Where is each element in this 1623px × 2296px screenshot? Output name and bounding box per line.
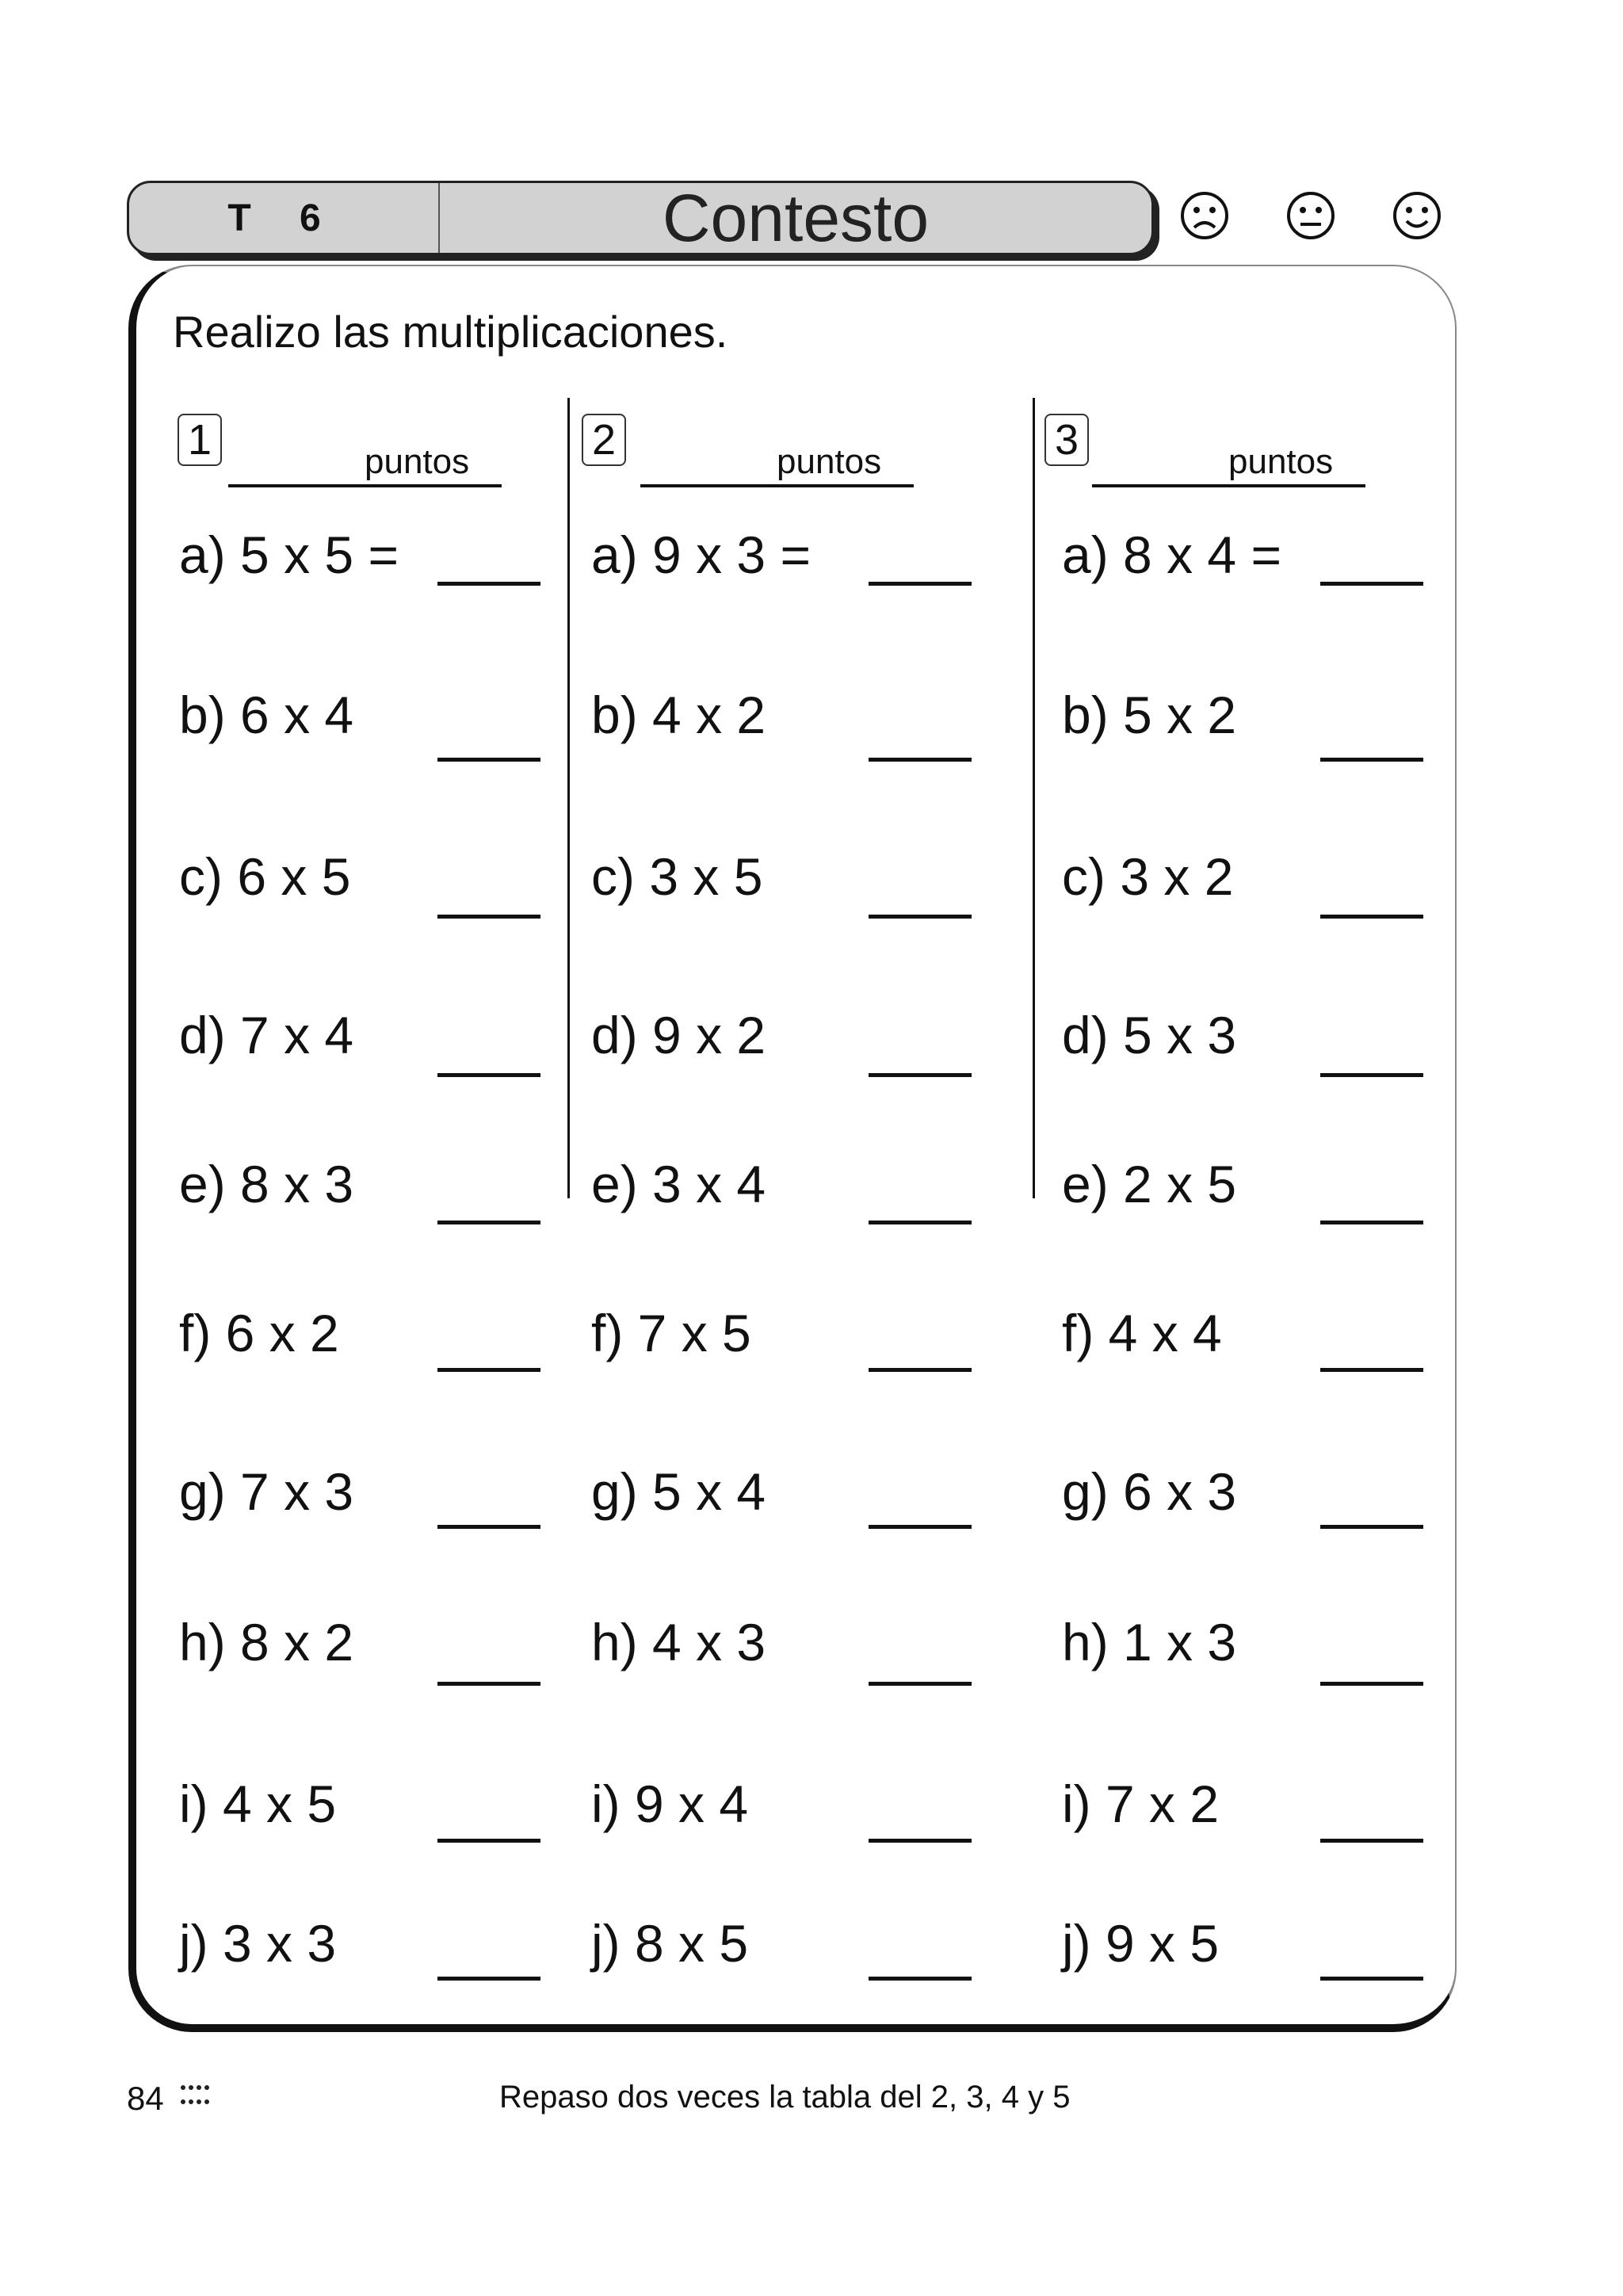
points-label: puntos [777,442,882,481]
answer-blank[interactable] [869,1368,972,1372]
answer-blank[interactable] [437,758,540,762]
problem-text: i) 9 x 4 [591,1775,749,1833]
problem-row [179,1460,353,1523]
problem-row [591,683,766,747]
answer-blank[interactable] [869,582,972,586]
answer-blank[interactable] [869,1073,972,1077]
answer-blank[interactable] [437,1839,540,1843]
problem-row [591,1152,766,1216]
column-number: 3 [1044,414,1089,466]
problem-row [179,1772,336,1836]
column-divider [1033,398,1035,1198]
problem-row [591,1003,766,1067]
problem-row [1062,1912,1219,1975]
answer-blank[interactable] [1320,1839,1423,1843]
problem-text: f) 6 x 2 [179,1304,339,1362]
problem-row [591,845,762,908]
problem-text: c) 6 x 5 [179,847,351,906]
problem-text: f) 4 x 4 [1062,1304,1222,1362]
problem-text: b) 4 x 2 [591,686,766,744]
answer-blank[interactable] [869,1682,972,1686]
answer-blank[interactable] [869,1221,972,1224]
problem-text: e) 2 x 5 [1062,1155,1237,1213]
answer-blank[interactable] [1320,1368,1423,1372]
problem-row [1062,1301,1222,1365]
answer-blank[interactable] [1320,1525,1423,1529]
answer-blank[interactable] [437,1682,540,1686]
answer-blank[interactable] [1320,915,1423,919]
problem-row [179,1152,353,1216]
problem-text: d) 9 x 2 [591,1006,766,1064]
problem-row [1062,1460,1236,1523]
problem-row [179,1003,353,1067]
problem-text: h) 8 x 2 [179,1613,354,1671]
problem-text: d) 7 x 4 [179,1006,354,1064]
problem-text: j) 8 x 5 [591,1914,749,1973]
page-title: Contesto [662,180,930,255]
answer-blank[interactable] [1320,1682,1423,1686]
problem-text: e) 8 x 3 [179,1155,354,1213]
problem-text: a) 9 x 3 = [591,525,811,584]
points-score-line[interactable] [1092,484,1365,487]
problem-row [591,1610,766,1674]
problem-row [1062,1610,1236,1674]
answer-blank[interactable] [437,582,540,586]
problem-text: i) 7 x 2 [1062,1775,1220,1833]
answer-blank[interactable] [437,915,540,919]
problem-row [591,1301,751,1365]
answer-blank[interactable] [869,1977,972,1981]
problem-row [591,1772,748,1836]
problem-row [1062,523,1281,586]
page-number: 84 [127,2080,164,2117]
problem-text: f) 7 x 5 [591,1304,751,1362]
answer-blank[interactable] [1320,1977,1423,1981]
points-label: puntos [1228,442,1334,481]
problem-row [179,1610,353,1674]
problem-row [591,1912,748,1975]
problem-text: a) 5 x 5 = [179,525,399,584]
problem-text: g) 5 x 4 [591,1462,766,1521]
answer-blank[interactable] [869,1839,972,1843]
problem-row [1062,1772,1219,1836]
sad-face-icon[interactable] [1179,190,1230,241]
answer-blank[interactable] [869,915,972,919]
problem-text: h) 4 x 3 [591,1613,766,1671]
unit-code: T 6 [227,197,340,239]
answer-blank[interactable] [1320,1073,1423,1077]
problem-row [179,683,353,747]
problem-text: h) 1 x 3 [1062,1613,1237,1671]
problem-text: g) 6 x 3 [1062,1462,1237,1521]
neutral-face-icon[interactable] [1285,190,1336,241]
answer-blank[interactable] [437,1368,540,1372]
problem-row [1062,1152,1236,1216]
points-score-line[interactable] [228,484,502,487]
answer-blank[interactable] [437,1073,540,1077]
header-bar [127,181,1154,255]
problem-text: c) 3 x 5 [591,847,763,906]
problem-row [591,1460,766,1523]
column-number: 2 [582,414,626,466]
answer-blank[interactable] [437,1221,540,1224]
instruction-text: Realizo las multiplicaciones. [173,307,728,357]
answer-blank[interactable] [1320,1221,1423,1224]
problem-text: j) 9 x 5 [1062,1914,1220,1973]
problem-row [179,1301,339,1365]
problem-row [1062,683,1236,747]
problem-row [591,523,811,586]
problem-row [1062,1003,1236,1067]
self-assessment-faces [1179,190,1442,241]
problem-text: g) 7 x 3 [179,1462,354,1521]
dots-icon [179,2080,214,2108]
problem-row [179,845,350,908]
problem-text: i) 4 x 5 [179,1775,337,1833]
column-divider [567,398,570,1198]
points-label: puntos [365,442,470,481]
footer-note: Repaso dos veces la tabla del 2, 3, 4 y 5 [499,2080,1071,2115]
problem-text: c) 3 x 2 [1062,847,1234,906]
problem-text: b) 5 x 2 [1062,686,1237,744]
answer-blank[interactable] [437,1977,540,1981]
answer-blank[interactable] [869,758,972,762]
column-number: 1 [178,414,222,466]
happy-face-icon[interactable] [1392,190,1442,241]
answer-blank[interactable] [1320,582,1423,586]
answer-blank[interactable] [437,1525,540,1529]
problem-text: a) 8 x 4 = [1062,525,1281,584]
answer-blank[interactable] [1320,758,1423,762]
problem-text: b) 6 x 4 [179,686,354,744]
problem-text: e) 3 x 4 [591,1155,766,1213]
answer-blank[interactable] [869,1525,972,1529]
problem-row [179,523,399,586]
problem-row [1062,845,1233,908]
problem-row [179,1912,336,1975]
problem-text: j) 3 x 3 [179,1914,337,1973]
problem-text: d) 5 x 3 [1062,1006,1237,1064]
points-score-line[interactable] [640,484,914,487]
